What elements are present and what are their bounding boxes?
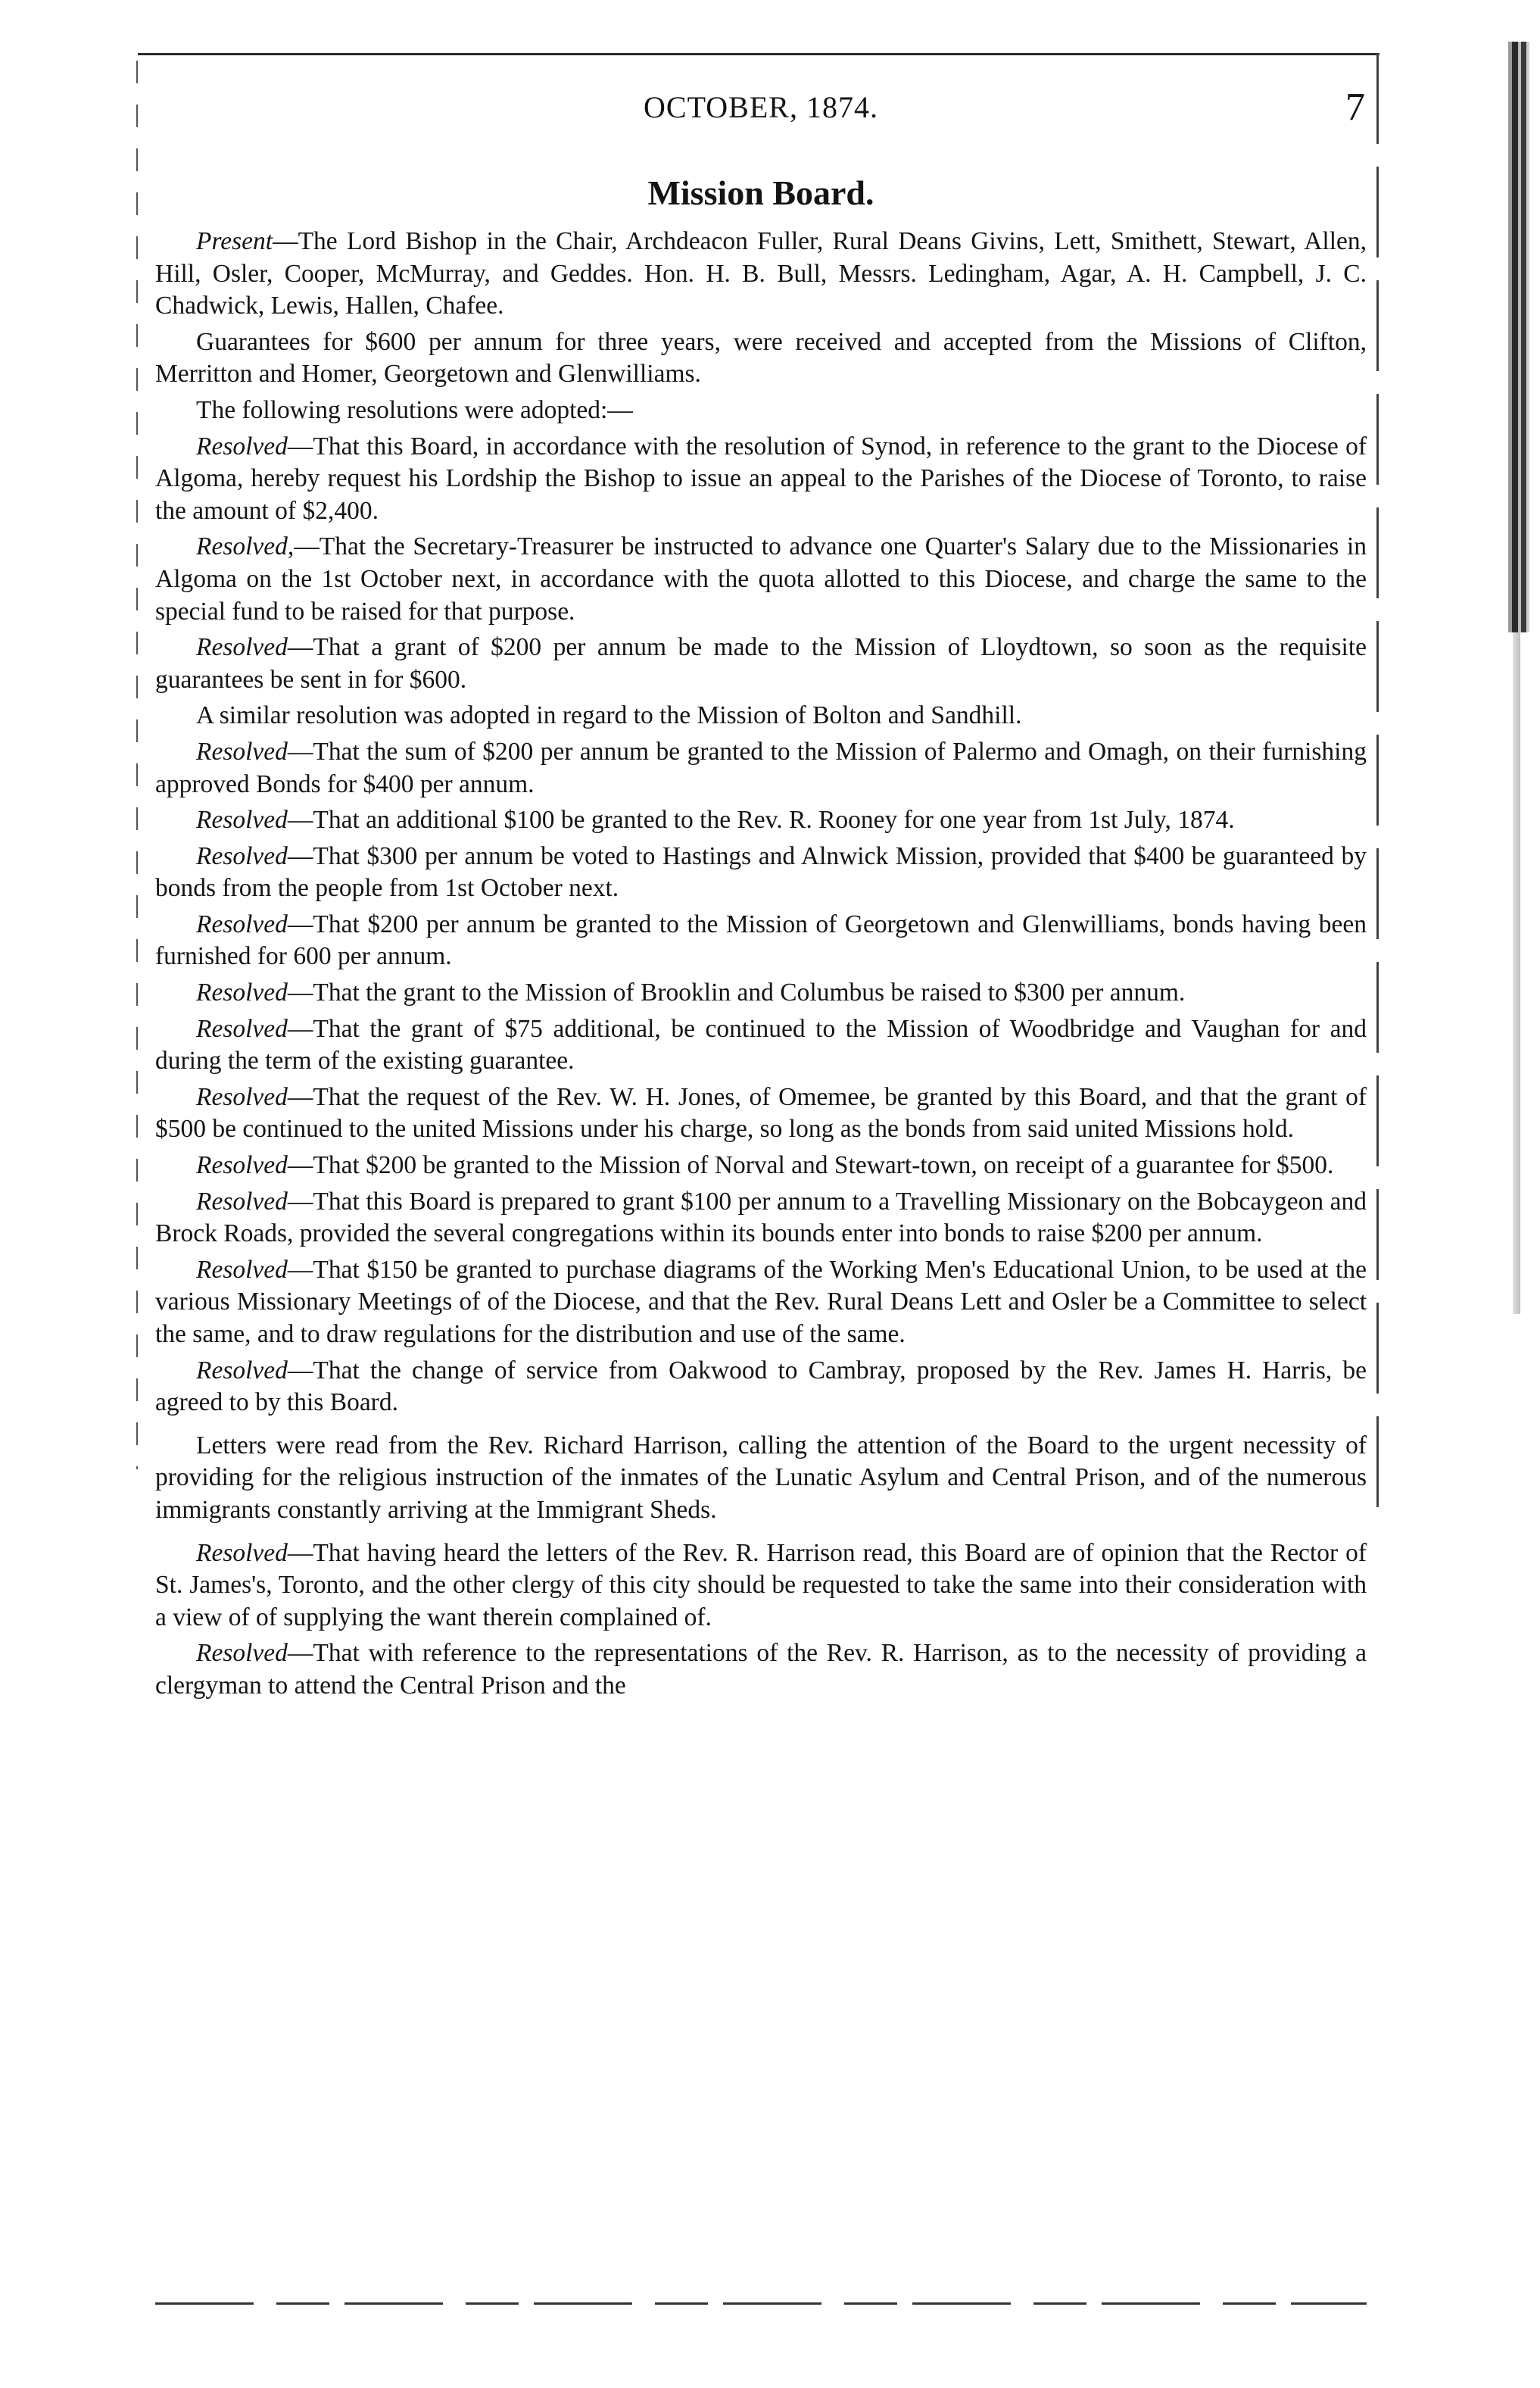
paragraph-lead: Resolved: [196, 432, 288, 460]
paragraph: [155, 431, 1367, 528]
paragraph-lead: Resolved: [196, 1082, 288, 1111]
paragraph: [155, 1186, 1367, 1250]
paragraph-text: —That the change of service from Oakwood to Cambray, proposed by the Rev. James H. Harris, be agreed to by this Board.: [155, 1356, 1367, 1417]
paragraph-lead: Resolved: [196, 1151, 288, 1180]
paragraph: [155, 1537, 1367, 1634]
paragraph-text: —That this Board, in accordance with the resolution of Synod, in reference to the grant to the Diocese of Algoma, hereby request his Lordship the Bishop to issue an appeal to the Parishes of the Diocese of Toronto, to raise the amount of $2,400.: [155, 432, 1367, 525]
paragraph-text: —That $150 be granted to purchase diagrams of the Working Men's Educational Union, to be used at the various Missionary Meetings of of the Diocese, and that the Rev. Rural Deans Lett and Osler be a Committee to select the same, and to draw regulations for the distribution and use of the same.: [155, 1255, 1367, 1348]
paragraph-lead: Resolved: [196, 532, 288, 561]
paragraph: [155, 326, 1367, 391]
paragraph-lead: Resolved: [196, 1538, 288, 1567]
section-title: Mission Board.: [647, 173, 874, 212]
paragraph-text: —That $200 per annum be granted to the Mission of Georgetown and Glenwilliams, bonds having been furnished for 600 per annum.: [155, 910, 1367, 971]
paragraph: [155, 632, 1367, 696]
paragraph-lead: Resolved: [196, 1639, 288, 1668]
minutes-body: [155, 226, 1367, 1706]
paragraph-text: —That $200 be granted to the Mission of Norval and Stewart-town, on receipt of a guarantee for $500.: [287, 1151, 1334, 1180]
paragraph-text: —The Lord Bishop in the Chair, Archdeacon Fuller, Rural Deans Givins, Lett, Smithett, Stewart, Allen, Hill, Osler, Cooper, McMurray, and Geddes. Hon. H. B. Bull, Messrs. Ledingham, Agar, A. H. Campbell, J. C. Chadwick, Lewis, Hallen, Chafee.: [155, 227, 1367, 320]
paragraph-lead: Resolved: [196, 806, 288, 835]
paragraph: [155, 1355, 1367, 1419]
paragraph-text: The following resolutions were adopted:—: [196, 395, 633, 424]
paragraph-lead: Resolved: [196, 841, 288, 870]
paragraph-text: —That this Board is prepared to grant $100 per annum to a Travelling Missionary on the Bobcaygeon and Brock Roads, provided the several congregations within its bounds enter into bonds to raise $200 per annum.: [155, 1187, 1367, 1248]
paragraph-lead: Resolved: [196, 910, 288, 938]
paragraph: [155, 531, 1367, 628]
paragraph-lead: Resolved: [196, 1187, 288, 1216]
paragraph: [155, 1013, 1367, 1078]
paragraph-text: ,—That the Secretary-Treasurer be instructed to advance one Quarter's Salary due to the Missionaries in Algoma on the 1st October next, in accordance with the quota allotted to this Diocese, and charge the same to the special fund to be raised for that purpose.: [155, 532, 1367, 626]
paragraph-lead: Resolved: [196, 633, 288, 662]
paragraph-lead: Present: [196, 227, 273, 255]
paragraph: [155, 1254, 1367, 1351]
page-number: 7: [1345, 86, 1365, 129]
paragraph: [155, 226, 1367, 323]
frame-right-rule: [1376, 53, 1379, 1530]
paragraph: [155, 1430, 1367, 1527]
paragraph-text: —That a grant of $200 per annum be made to the Mission of Lloydtown, so soon as the requisite guarantees be sent in for $600.: [155, 633, 1367, 694]
paragraph-text: —That $300 per annum be voted to Hastings and Alnwick Mission, provided that $400 be guaranteed by bonds from the people from 1st October next.: [155, 841, 1367, 903]
paragraph-text: —That with reference to the representations of the Rev. R. Harrison, as to the necessity of providing a clergyman to attend the Central Prison and the: [155, 1639, 1367, 1700]
paragraph: [155, 1637, 1367, 1702]
paragraph-text: —That the grant of $75 additional, be continued to the Mission of Woodbridge and Vaughan for and during the term of the existing guarantee.: [155, 1014, 1367, 1075]
paragraph: [155, 700, 1367, 732]
running-head: OCTOBER, 1874.: [644, 90, 878, 124]
paragraph: [155, 977, 1367, 1010]
paragraph: [155, 1150, 1367, 1182]
paragraph-text: A similar resolution was adopted in regard to the Mission of Bolton and Sandhill.: [196, 701, 1022, 730]
paragraph: [155, 804, 1367, 837]
bottom-rule: [155, 2302, 1367, 2305]
paragraph-text: —That having heard the letters of the Rev. R. Harrison read, this Board are of opinion that the Rector of St. James's, Toronto, and the other clergy of this city should be requested to take the same into their consideration with a view of of supplying the want therein complained of.: [155, 1538, 1367, 1631]
paragraph: [155, 395, 1367, 427]
paragraph: [155, 1082, 1367, 1146]
paragraph: [155, 909, 1367, 973]
paragraph-lead: Resolved: [196, 979, 288, 1007]
paragraph-text: Letters were read from the Rev. Richard Harrison, calling the attention of the Board to the urgent necessity of providing for the religious instruction of the inmates of the Lunatic Asylum and Central Prison, and of the numerous immigrants constantly arriving at the Immigrant Sheds.: [155, 1431, 1367, 1524]
paragraph-text: —That the request of the Rev. W. H. Jones, of Omemee, be granted by this Board, and that the grant of $500 be continued to the united Missions under his charge, so long as the bonds from said united Missions hold.: [155, 1082, 1367, 1144]
paragraph: [155, 736, 1367, 801]
paragraph-lead: Resolved: [196, 1014, 288, 1043]
paragraph-text: —That an additional $100 be granted to the Rev. R. Rooney for one year from 1st July, 1874.: [287, 806, 1235, 835]
paragraph: [155, 841, 1367, 905]
paragraph-text: —That the sum of $200 per annum be granted to the Mission of Palermo and Omagh, on their furnishing approved Bonds for $400 per annum.: [155, 737, 1367, 798]
paragraph-lead: Resolved: [196, 1255, 288, 1284]
paragraph-text: Guarantees for $600 per annum for three years, were received and accepted from the Missions of Clifton, Merritton and Homer, Georgetown and Glenwilliams.: [155, 327, 1367, 389]
frame-left-rule: [136, 61, 138, 1469]
paragraph-text: —That the grant to the Mission of Brooklin and Columbus be raised to $300 per annum.: [287, 979, 1186, 1007]
binding-edge-fade: [1513, 632, 1520, 1314]
page-header: [155, 86, 1367, 135]
frame-top-rule: [138, 53, 1379, 55]
paragraph-lead: Resolved: [196, 737, 288, 766]
binding-edge-shadow: [1508, 42, 1529, 632]
paragraph-lead: Resolved: [196, 1356, 288, 1384]
